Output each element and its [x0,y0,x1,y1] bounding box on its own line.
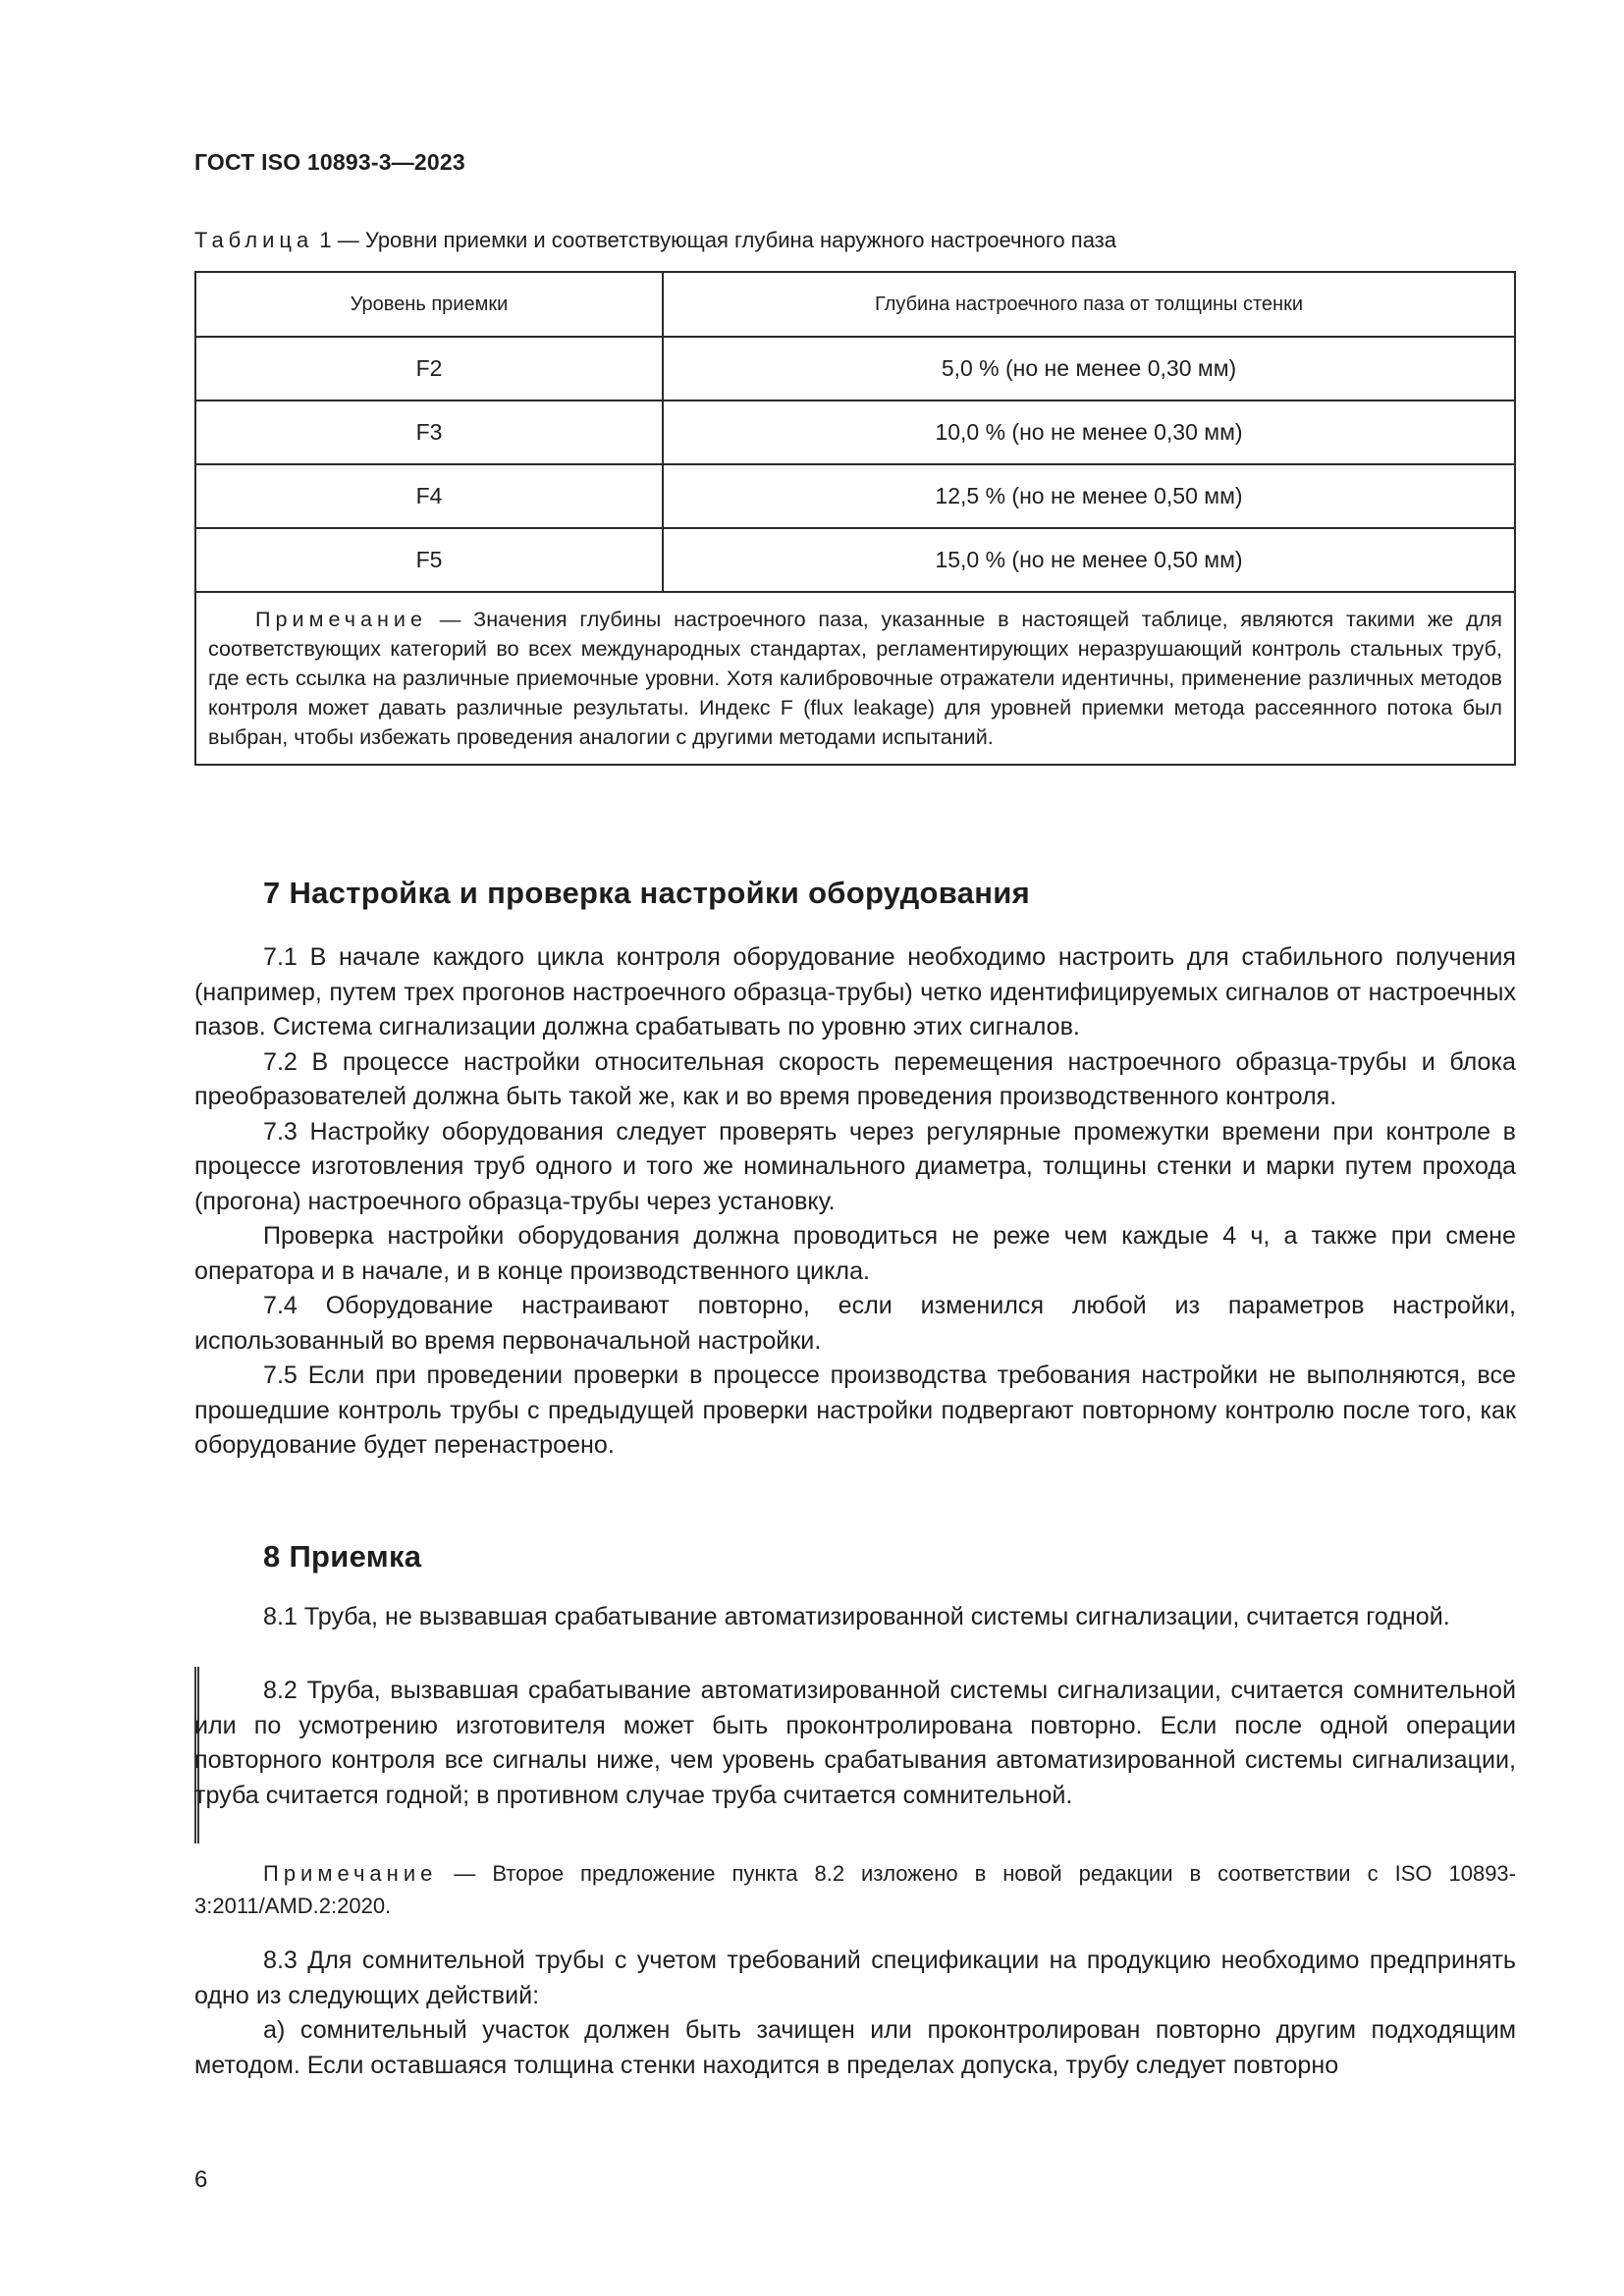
paragraph-7-1: 7.1 В начале каждого цикла контроля оборудование необходимо настроить для стабильного получения (например, путем трех прогонов настроечного образца-трубы) четко идентифицируемых сигналов от настроечных пазов. Система сигнализации должна срабатывать по уровню этих сигналов. [194,943,1516,1041]
table-cell-depth: 12,5 % (но не менее 0,50 мм) [663,464,1515,528]
paragraph-7-3-check: Проверка настройки оборудования должна проводиться не реже чем каждые 4 ч, а также при смене оператора и в начале, и в конце производственного цикла. [194,1222,1516,1285]
table-cell-depth: 15,0 % (но не менее 0,50 мм) [663,528,1515,592]
section-8-heading: 8 Приемка [263,1539,422,1574]
paragraph-8-3: 8.3 Для сомнительной трубы с учетом требований спецификации на продукцию необходимо предпринять одно из следующих действий: [194,1947,1516,2009]
page-number: 6 [194,2166,208,2193]
paragraph-8-3-block [194,1944,1516,2083]
table-note-row [195,592,1515,765]
table-note [195,592,1515,765]
section-7-body [194,940,1516,1464]
paragraph-8-2-block [194,1674,1516,1813]
column-header-acceptance-level: Уровень приемки [195,272,663,337]
table-row [195,337,1515,400]
table-cell-depth: 10,0 % (но не менее 0,30 мм) [663,400,1515,464]
table-note-text: — Значения глубины настроечного паза, указанные в настоящей таблице, являются такими же для соответствующих категорий во всех международных стандартах, регламентирующих неразрушающий контроль стальных труб, где есть ссылка на различные приемочные уровни. Хотя калибровочные отражатели идентичны, применение различных методов контроля может давать различные результаты. Индекс F (flux leakage) для уровней приемки метода рассеянного потока был выбран, чтобы избежать проведения аналогии с другими методами испытаний. [208,607,1502,749]
amendment-note [194,1857,1516,1922]
table-cell-depth: 5,0 % (но не менее 0,30 мм) [663,337,1515,400]
amendment-note-text: — Второе предложение пункта 8.2 изложено в новой редакции в соответствии с ISO 10893-3:2011/AMD.2:2020. [194,1861,1516,1918]
paragraph-8-2: 8.2 Труба, вызвавшая срабатывание автоматизированной системы сигнализации, считается сомнительной или по усмотрению изготовителя может быть проконтролирована повторно. Если после одной операции повторного контроля все сигналы ниже, чем уровень срабатывания автоматизированной системы сигнализации, труба считается годной; в противном случае труба считается сомнительной. [194,1677,1516,1809]
paragraph-7-3: 7.3 Настройку оборудования следует проверять через регулярные промежутки времени при контроле в процессе изготовления труб одного и того же номинального диаметра, толщины стенки и марки путем прохода (прогона) настроечного образца-трубы через установку. [194,1117,1516,1215]
paragraph-7-2: 7.2 В процессе настройки относительная скорость перемещения настроечного образца-трубы и блока преобразователей должна быть такой же, как и во время проведения производственного контроля. [194,1047,1516,1110]
paragraph-8-3-a: а) сомнительный участок должен быть зачищен или проконтролирован повторно другим подходящим методом. Если оставшаяся толщина стенки находится в пределах допуска, трубу следует повторно [194,2016,1516,2079]
table-cell-level: F4 [195,464,663,528]
paragraph-7-5: 7.5 Если при проведении проверки в процессе производства требования настройки не выполняются, все прошедшие контроль трубы с предыдущей проверки настройки подвергают повторному контролю после того, как оборудование будет перенастроено. [194,1362,1516,1459]
table-row [195,528,1515,592]
standard-designation: ГОСТ ISO 10893-3—2023 [194,149,465,175]
table-row [195,464,1515,528]
table-row [195,400,1515,464]
table-caption-label: Таблица [194,228,314,252]
table-note-label: Примечание [255,607,427,631]
table-header-row [195,272,1515,337]
paragraph-8-1: 8.1 Труба, не вызвавшая срабатывание автоматизированной системы сигнализации, считается годной. [263,1603,1450,1630]
table-caption [194,228,1116,253]
table-cell-level: F3 [195,400,663,464]
amendment-note-label: Примечание [263,1861,438,1886]
table-cell-level: F2 [195,337,663,400]
acceptance-levels-table [194,271,1516,766]
table-caption-text: 1 — Уровни приемки и соответствующая глубина наружного настроечного паза [313,228,1117,252]
paragraph-7-4: 7.4 Оборудование настраивают повторно, если изменился любой из параметров настройки, использованный во время первоначальной настройки. [194,1292,1516,1355]
table-cell-level: F5 [195,528,663,592]
section-7-heading: 7 Настройка и проверка настройки оборудования [263,876,1031,910]
column-header-notch-depth: Глубина настроечного паза от толщины стенки [663,272,1515,337]
paragraph-8-1-block [194,1600,1516,1635]
